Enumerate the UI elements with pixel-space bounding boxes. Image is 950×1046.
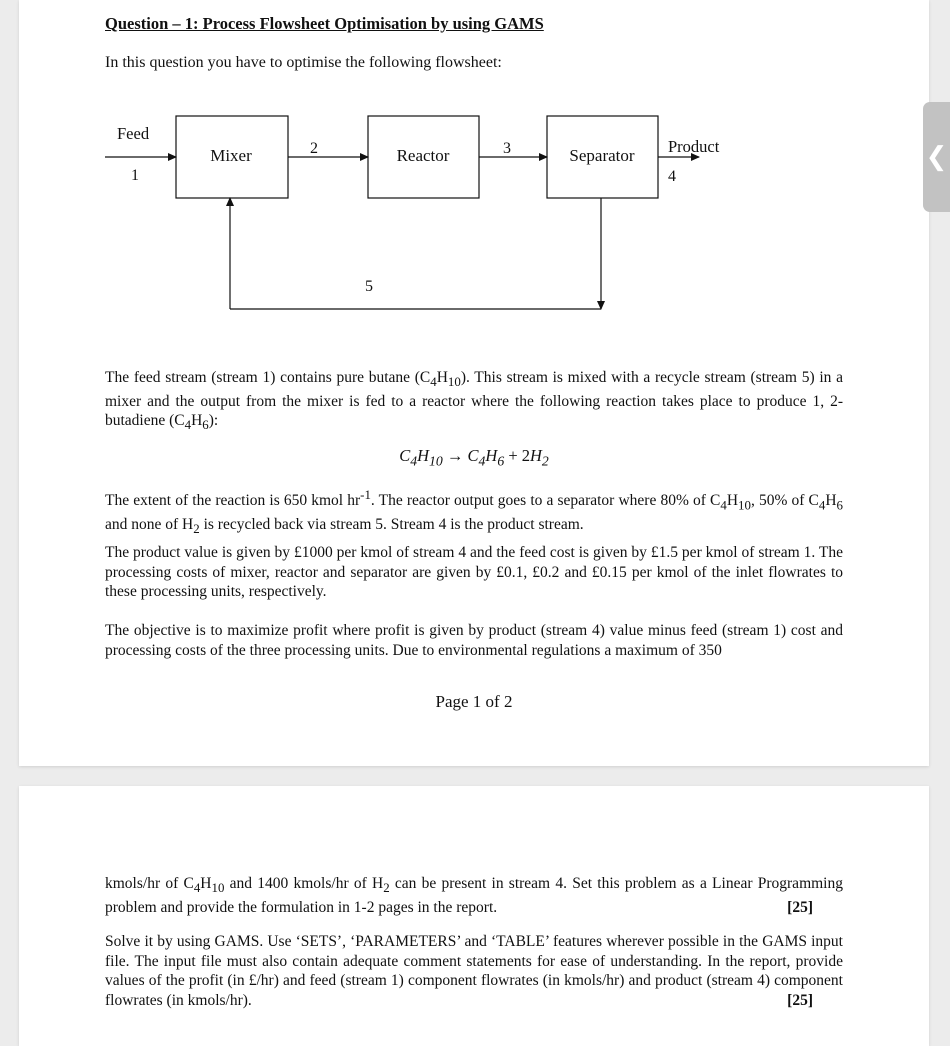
process-flowsheet-diagram [19, 0, 929, 330]
document-page-1 [19, 0, 929, 766]
reaction-equation: $C_4H_{10} \to C_4H_6 + 2H_2$ [399, 446, 549, 469]
intro-text: In this question you have to optimise the following flowsheet: [105, 54, 502, 71]
reactor-label: Reactor [396, 146, 450, 165]
stream-2-label: 2 [310, 140, 318, 157]
page-number: Page 1 of 2 [435, 692, 513, 711]
stream-4-label: 4 [668, 168, 676, 185]
mixer-label: Mixer [210, 146, 252, 165]
marks-badge: [25] [787, 991, 813, 1009]
stream-1-label: 1 [131, 167, 139, 184]
chevron-left-icon: ❮ [925, 142, 948, 172]
question-title: Question – 1: Process Flowsheet Optimisation by using GAMS [105, 14, 544, 33]
stream-3-label: 3 [503, 140, 511, 157]
marks-badge: [25] [787, 898, 813, 916]
paragraph-costs: The product value is given by £1000 per kmol of stream 4 and the feed cost is given by £1.5 per kmol of stream 1. The processing costs of mixer, reactor and separator are given by £0.1, £0.2 and £0.15 per kmol of the inlet flowrates to these processing units, respectively. [105, 544, 843, 600]
product-label: Product [668, 137, 720, 156]
stream-5-label: 5 [365, 278, 373, 295]
separator-label: Separator [569, 146, 635, 165]
paragraph-gams-instructions: Solve it by using GAMS. Use ‘SETS’, ‘PARAMETERS’ and ‘TABLE’ features wherever possible in the GAMS input file. The input file must also contain adequate comment statements for ease of understanding. In the report, provide values of the profit (in £/hr) and feed (stream 1) component flowrates (in kmols/hr) and product (stream 4) component flowrates (in kmols/hr). [25] [105, 933, 843, 1009]
side-panel-tab[interactable] [923, 102, 950, 212]
feed-label: Feed [117, 124, 150, 143]
paragraph-constraints: kmols/hr of $C_4H_{10}$ and 1400 kmols/hr of $H_2$ can be present in stream 4. Set this problem as a Linear Programming problem and provide the formulation in 1-2 pages in the report. [25] [105, 875, 843, 916]
paragraph-reaction-extent: The extent of the reaction is 650 kmol $hr^{-1}$. The reactor output goes to a separator where 80% of $C_4H_{10}$, 50% of $C_4H_6$ and none of $H_2$ is recycled back via stream 5. Stream 4 is the product stream. [105, 487, 843, 536]
paragraph-feed-description: The feed stream (stream 1) contains pure butane $(C_4H_{10})$. This stream is mixed with a recycle stream (stream 5) in a mixer and the output from the mixer is fed to a reactor where the following reaction takes place to produce 1, 2-butadiene $(C_4H_6)$: [105, 369, 844, 433]
paragraph-objective: The objective is to maximize profit where profit is given by product (stream 4) value minus feed (stream 1) cost and processing costs of the three processing units. Due to environmental regulations a maximum of 350 [105, 622, 843, 659]
document-page-2 [19, 786, 929, 1046]
